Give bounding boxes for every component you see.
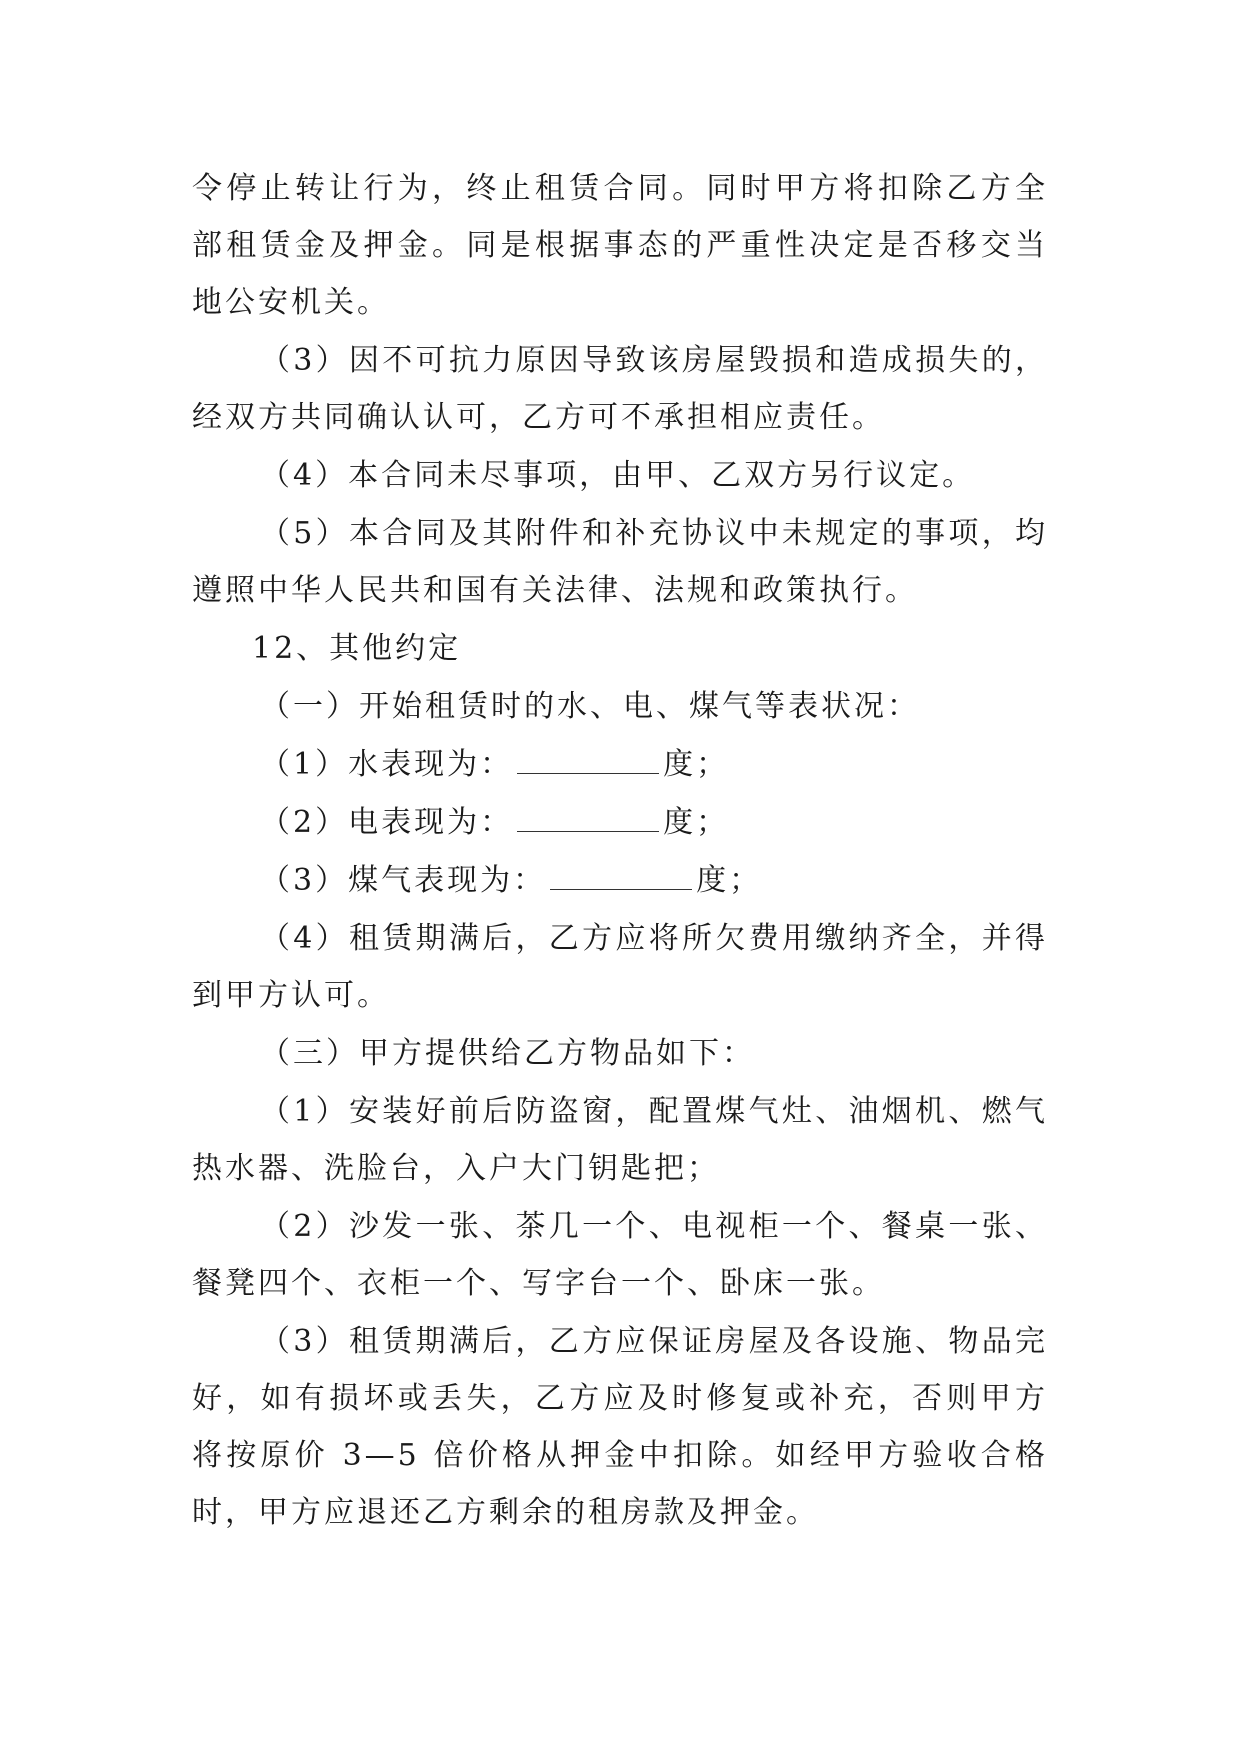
paragraph-return-condition: （3）租赁期满后，乙方应保证房屋及各设施、物品完好，如有损坏或丢失，乙方应及时修复或补充，否则甲方将按原价 3—5 倍价格从押金中扣除。如经甲方验收合格时，甲方应退还乙方剩余的租房款及押金。 xyxy=(192,1324,1048,1530)
paragraph-force-majeure: （3）因不可抗力原因导致该房屋毁损和造成损失的，经双方共同确认认可，乙方可不承担相应责任。 xyxy=(192,343,1048,435)
gas-meter-label: （3）煤气表现为： xyxy=(260,863,547,898)
electric-meter-blank xyxy=(517,805,659,832)
paragraph-water-meter xyxy=(192,736,1048,793)
document-body xyxy=(192,160,1048,1541)
paragraph-fees-settlement: （4）租赁期满后，乙方应将所欠费用缴纳齐全，并得到甲方认可。 xyxy=(192,921,1048,1013)
electric-meter-unit: 度； xyxy=(663,805,730,840)
paragraph-meter-status-intro: （一）开始租赁时的水、电、煤气等表状况： xyxy=(260,689,920,724)
water-meter-unit: 度； xyxy=(663,747,730,782)
paragraph-furniture-list: （2）沙发一张、茶几一个、电视柜一个、餐桌一张、餐凳四个、衣柜一个、写字台一个、卧床一张。 xyxy=(192,1209,1048,1301)
electric-meter-label: （2）电表现为： xyxy=(260,805,514,840)
gas-meter-blank xyxy=(550,863,692,890)
gas-meter-unit: 度； xyxy=(696,863,763,898)
water-meter-label: （1）水表现为： xyxy=(260,747,514,782)
paragraph-applicable-law: （5）本合同及其附件和补充协议中未规定的事项，均遵照中华人民共和国有关法律、法规和政策执行。 xyxy=(192,516,1048,608)
section-heading-other-agreements: 12、其他约定 xyxy=(252,631,462,666)
paragraph-fixtures-list: （1）安装好前后防盗窗，配置煤气灶、油烟机、燃气热水器、洗脸台，入户大门钥匙把； xyxy=(192,1094,1048,1186)
paragraph-unresolved-matters: （4）本合同未尽事项，由甲、乙双方另行议定。 xyxy=(260,458,976,493)
paragraph-electric-meter xyxy=(192,794,1048,851)
paragraph-items-provided-intro: （三）甲方提供给乙方物品如下： xyxy=(260,1036,755,1071)
paragraph-gas-meter xyxy=(192,852,1048,909)
water-meter-blank xyxy=(517,747,659,774)
paragraph-termination-clause: 令停止转让行为，终止租赁合同。同时甲方将扣除乙方全部租赁金及押金。同是根据事态的严重性决定是否移交当地公安机关。 xyxy=(192,171,1048,320)
